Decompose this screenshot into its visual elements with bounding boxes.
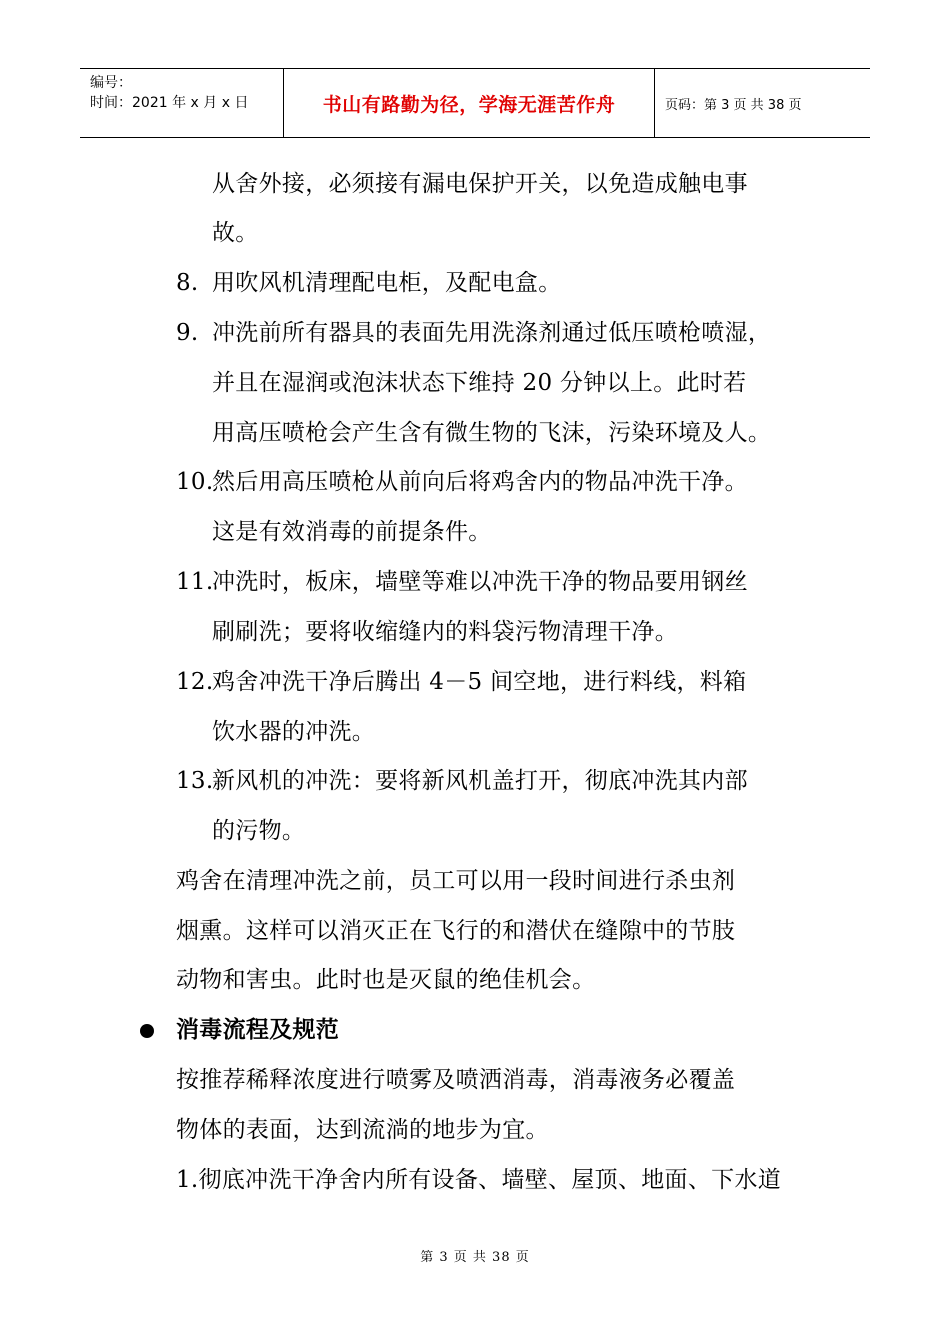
list-number: 11. — [176, 569, 214, 595]
list-number: 10. — [176, 469, 214, 495]
body-line: 并且在湿润或泡沫状态下维持 20 分钟以上。此时若 — [212, 370, 747, 396]
list-item-8: 用吹风机清理配电柜，及配电盒。 — [212, 270, 562, 296]
paragraph-line: 鸡舍在清理冲洗之前，员工可以用一段时间进行杀虫剂 — [176, 868, 736, 894]
header-meta — [80, 69, 283, 137]
list-item-10: 然后用高压喷枪从前向后将鸡舍内的物品冲洗干净。 — [212, 469, 748, 495]
body-line: 的污物。 — [212, 818, 306, 844]
paragraph-line: 烟熏。这样可以消灭正在飞行的和潜伏在缝隙中的节肢 — [176, 918, 736, 944]
body-line: 这是有效消毒的前提条件。 — [212, 519, 492, 545]
list-item-12: 鸡舍冲洗干净后腾出 4－5 间空地，进行料线，料箱 — [212, 669, 747, 695]
paragraph-line: 1.彻底冲洗干净舍内所有设备、墙壁、屋顶、地面、下水道 — [176, 1167, 782, 1193]
paragraph-line: 按推荐稀释浓度进行喷雾及喷洒消毒，消毒液务必覆盖 — [176, 1067, 736, 1093]
header-time-label: 时间：2021 年 x 月 x 日 — [90, 95, 249, 111]
paragraph-line: 物体的表面，达到流淌的地步为宜。 — [176, 1117, 549, 1143]
body-line: 饮水器的冲洗。 — [212, 719, 376, 745]
list-number: 8. — [176, 270, 199, 296]
header-page-label: 页码：第 3 页 共 38 页 — [665, 97, 802, 113]
bullet-icon — [140, 1024, 154, 1038]
list-number: 12. — [176, 669, 214, 695]
document-header — [80, 68, 870, 138]
list-item-9: 冲洗前所有器具的表面先用洗涤剂通过低压喷枪喷湿， — [212, 320, 772, 346]
section-heading: 消毒流程及规范 — [176, 1017, 340, 1043]
paragraph-line: 动物和害虫。此时也是灭鼠的绝佳机会。 — [176, 967, 596, 993]
list-item-13: 新风机的冲洗：要将新风机盖打开，彻底冲洗其内部 — [212, 768, 748, 794]
list-number: 13. — [176, 768, 214, 794]
list-item-11: 冲洗时，板床，墙壁等难以冲洗干净的物品要用钢丝 — [212, 569, 748, 595]
body-line: 故。 — [212, 220, 259, 246]
page-footer: 第 3 页 共 38 页 — [420, 1250, 530, 1265]
body-line: 用高压喷枪会产生含有微生物的飞沫，污染环境及人。 — [212, 420, 772, 446]
list-number: 9. — [176, 320, 199, 346]
header-motto: 书山有路勤为径，学海无涯苦作舟 — [283, 69, 655, 137]
body-line: 从舍外接，必须接有漏电保护开关，以免造成触电事 — [212, 171, 748, 197]
header-number-label: 编号： — [90, 75, 132, 91]
body-line: 刷刷洗；要将收缩缝内的料袋污物清理干净。 — [212, 619, 678, 645]
